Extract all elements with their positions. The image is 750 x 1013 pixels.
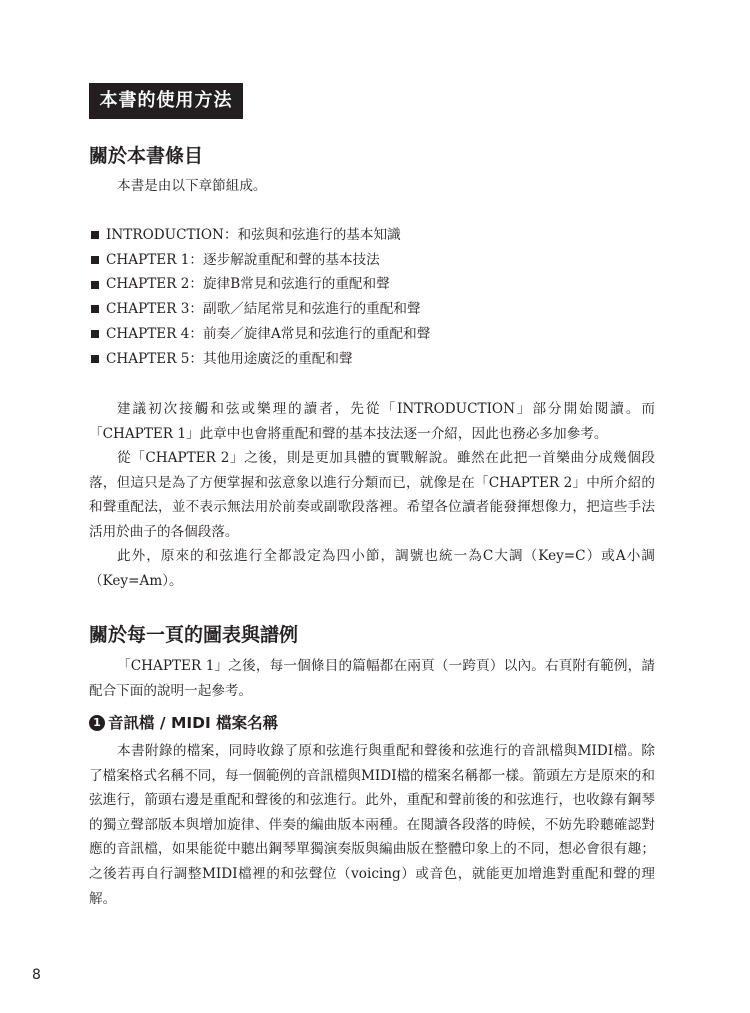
square-bullet-icon: [91, 355, 99, 363]
list-item: CHAPTER 5：其他用途廣泛的重配和聲: [89, 347, 430, 372]
body-paragraph: 此外，原來的和弦進行全都設定為四小節，調號也統一為C大調（Key=C）或A小調（Key=Am）。: [89, 548, 655, 589]
square-bullet-icon: [91, 231, 99, 239]
heading-charts-examples: 關於每一頁的圖表與譜例: [89, 624, 299, 646]
list-item: CHAPTER 4：前奏／旋律A常見和弦進行的重配和聲: [89, 322, 430, 347]
page-number: 8: [32, 967, 41, 983]
square-bullet-icon: [91, 281, 99, 289]
chapter-list: [89, 223, 430, 371]
body-paragraph: 從「CHAPTER 2」之後，則是更加具體的實戰解說。雖然在此把一首樂曲分成幾個段落，但這只是為了方便掌握和弦意象以進行分類而已，就像是在「CHAPTER 2」中所介紹的和聲重配法，並不表示無法用於前奏或副歌段落裡。希望各位讀者能發揮想像力，把這些手法活用於曲子的各個段落。: [89, 450, 655, 540]
list-item: INTRODUCTION：和弦與和弦進行的基本知識: [89, 223, 430, 248]
subheading-title: 音訊檔 / MIDI 檔案名稱: [108, 714, 279, 732]
section-banner-title: 本書的使用方法: [89, 83, 243, 119]
circled-number-icon: 1: [89, 715, 105, 731]
heading-about-items: 關於本書條目: [89, 145, 204, 167]
square-bullet-icon: [91, 256, 99, 264]
body-paragraph: 本書附錄的檔案，同時收錄了原和弦進行與重配和聲後和弦進行的音訊檔與MIDI檔。除了檔案格式名稱不同，每一個範例的音訊檔與MIDI檔的檔案名稱都一樣。箭頭左方是原來的和弦進行，箭頭右邊是重配和聲後的和弦進行。此外，重配和聲前後的和弦進行，也收錄有鋼琴的獨立聲部版本與增加旋律、伴奏的編曲版本兩種。在閱讀各段落的時候，不妨先聆聽確認對應的音訊檔，如果能從中聽出鋼琴單獨演奏版與編曲版在整體印象上的不同，想必會很有趣；之後若再自行調整MIDI檔裡的和弦聲位（voicing）或音色，就能更加增進對重配和聲的理解。: [89, 743, 655, 907]
subheading-audio-midi: [89, 712, 278, 734]
intro-paragraph: 「CHAPTER 1」之後，每一個條目的篇幅都在兩頁（一跨頁）以內。右頁附有範例，請配合下面的說明一起參考。: [89, 658, 655, 699]
square-bullet-icon: [91, 305, 99, 313]
list-item: CHAPTER 2：旋律B常見和弦進行的重配和聲: [89, 272, 430, 297]
body-paragraph: 建議初次接觸和弦或樂理的讀者，先從「INTRODUCTION」部分開始閱讀。而「CHAPTER 1」此章中也會將重配和聲的基本技法逐一介紹，因此也務必多加參考。: [89, 401, 655, 442]
list-item: CHAPTER 3：副歌／結尾常見和弦進行的重配和聲: [89, 297, 430, 322]
square-bullet-icon: [91, 330, 99, 338]
intro-paragraph: 本書是由以下章節組成。: [117, 178, 267, 194]
list-item: CHAPTER 1：逐步解說重配和聲的基本技法: [89, 248, 430, 273]
